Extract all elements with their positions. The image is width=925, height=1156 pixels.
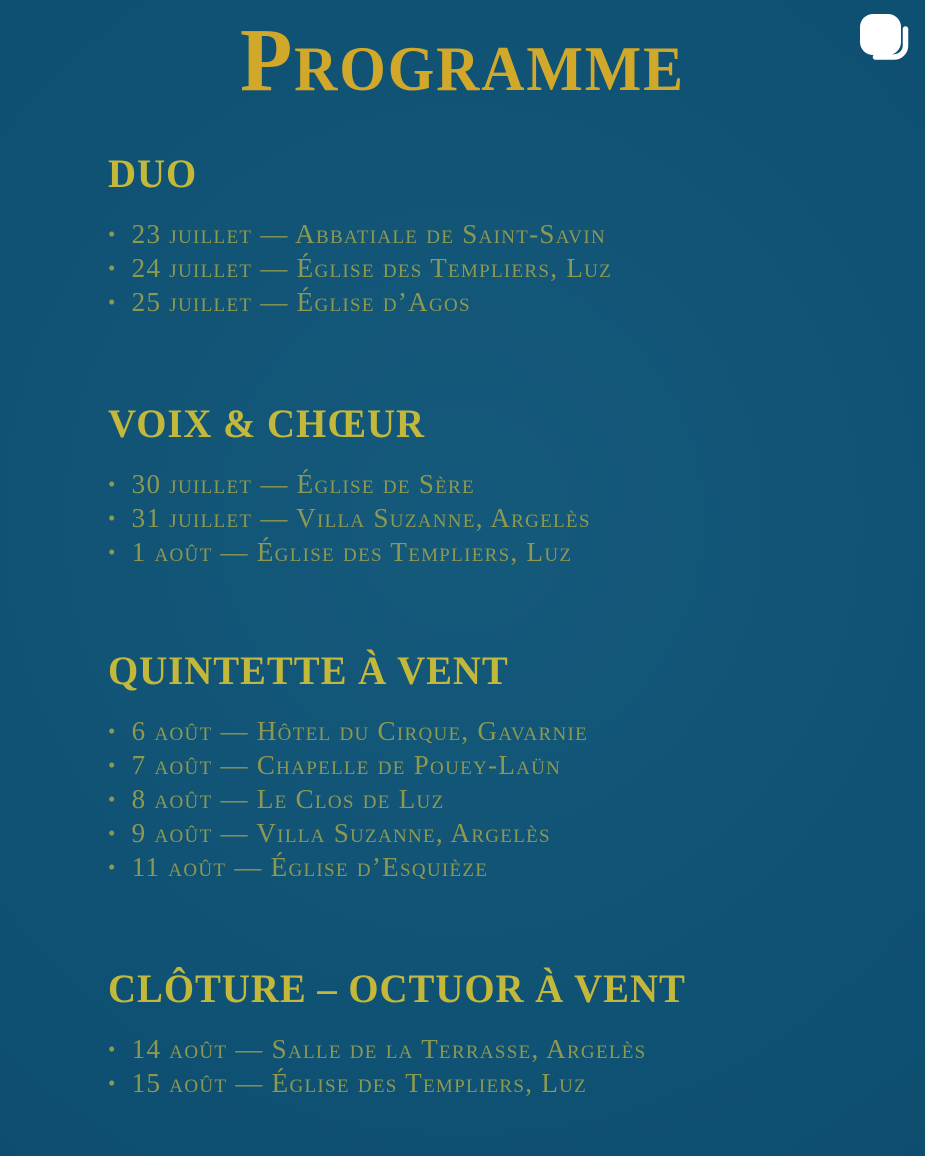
event-item: • 7 août — Chapelle de Pouey-Laün [108,749,895,783]
section-cloture-octuor-a-vent [108,967,895,1101]
event-item: • 30 juillet — Église de Sère [108,468,895,502]
event-list [108,218,895,320]
page-title: Programme [239,11,685,110]
section-title: CLÔTURE – OCTUOR À VENT [108,966,686,1011]
carousel-icon [858,13,912,66]
event-list [108,468,895,570]
section-title: DUO [108,151,198,196]
event-item: • 25 juillet — Église d’Agos [108,286,895,320]
section-title: QUINTETTE À VENT [108,648,509,693]
event-item: • 23 juillet — Abbatiale de Saint-Savin [108,218,895,252]
section-title: VOIX & CHŒUR [108,401,425,446]
event-item: • 14 août — Salle de la Terrasse, Argelès [108,1033,895,1067]
event-item: • 9 août — Villa Suzanne, Argelès [108,817,895,851]
event-item: • 1 août — Église des Templiers, Luz [108,536,895,570]
section-voix-et-choeur [108,402,895,570]
event-item: • 24 juillet — Église des Templiers, Luz [108,252,895,286]
section-quintette-a-vent [108,649,895,885]
event-item: • 31 juillet — Villa Suzanne, Argelès [108,502,895,536]
event-list [108,715,895,885]
event-item: • 11 août — Église d’Esquièze [108,851,895,885]
event-item: • 15 août — Église des Templiers, Luz [108,1067,895,1101]
event-item: • 8 août — Le Clos de Luz [108,783,895,817]
event-list [108,1033,895,1101]
event-item: • 6 août — Hôtel du Cirque, Gavarnie [108,715,895,749]
section-duo [108,152,895,320]
